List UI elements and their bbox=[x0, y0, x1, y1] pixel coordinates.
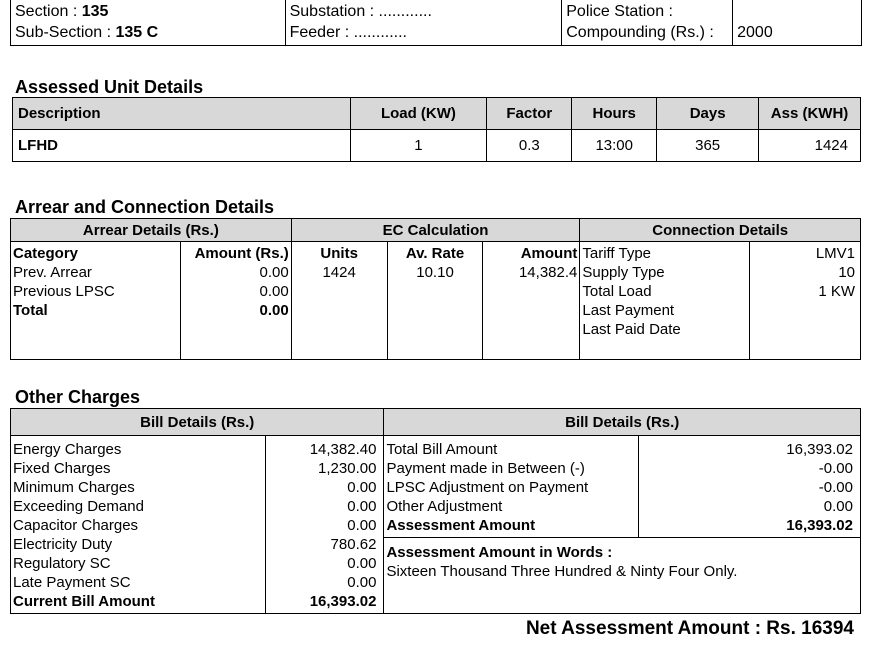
category-header: Category bbox=[13, 245, 79, 262]
connection-details-header: Connection Details bbox=[580, 219, 861, 242]
cell-description: LFHD bbox=[13, 130, 351, 162]
feeder-text: Feeder : ............ bbox=[289, 24, 407, 41]
assessment-amount-value: 16,393.02 bbox=[786, 517, 853, 534]
late-payment-sc-value: 0.00 bbox=[347, 574, 377, 591]
compounding-value-cell bbox=[733, 0, 862, 46]
right-bill-details-header: Bill Details (Rs.) bbox=[384, 409, 861, 436]
regulatory-sc-label: Regulatory SC bbox=[13, 555, 111, 572]
arrear-connection-table bbox=[10, 218, 861, 360]
conn-total-load: Total Load bbox=[582, 283, 652, 300]
conn-supply-value: 10 bbox=[838, 264, 855, 281]
connection-values-column bbox=[750, 242, 861, 360]
exceeding-demand-value: 0.00 bbox=[347, 498, 377, 515]
summary-labels-column bbox=[384, 436, 639, 538]
subsection-value: 135 C bbox=[115, 24, 159, 41]
minimum-charges-label: Minimum Charges bbox=[13, 479, 135, 496]
cell-days: 365 bbox=[657, 130, 759, 162]
units-value: 1424 bbox=[322, 264, 356, 281]
col-description: Description bbox=[13, 98, 351, 130]
ec-amount-column bbox=[483, 242, 580, 360]
payment-between-value: -0.00 bbox=[818, 460, 853, 477]
table-row bbox=[13, 130, 861, 162]
cell-factor: 0.3 bbox=[487, 130, 572, 162]
category-prev-arrear: Prev. Arrear bbox=[13, 264, 92, 281]
police-station-text: Police Station : bbox=[566, 3, 673, 20]
category-total: Total bbox=[13, 302, 48, 319]
compounding-label: Compounding (Rs.) : bbox=[566, 24, 714, 41]
assessed-title: Assessed Unit Details bbox=[15, 77, 204, 97]
units-header: Units bbox=[320, 245, 358, 262]
late-payment-sc-label: Late Payment SC bbox=[13, 574, 131, 591]
conn-tariff-value: LMV1 bbox=[815, 245, 855, 262]
lpsc-adjustment-label: LPSC Adjustment on Payment bbox=[386, 479, 589, 496]
arrear-title: Arrear and Connection Details bbox=[15, 197, 275, 217]
other-charges-table bbox=[10, 408, 861, 614]
ec-amount-header: Amount bbox=[520, 245, 578, 262]
exceeding-demand-label: Exceeding Demand bbox=[13, 498, 144, 515]
regulatory-sc-value: 0.00 bbox=[347, 555, 377, 572]
rate-value: 10.10 bbox=[416, 264, 454, 281]
compounding-value: 2000 bbox=[737, 24, 773, 41]
charges-values-column bbox=[265, 436, 384, 614]
amount-in-words-value: Sixteen Thousand Three Hundred & Ninty Four Only. bbox=[386, 563, 738, 580]
amount-total: 0.00 bbox=[259, 302, 289, 319]
col-load: Load (KW) bbox=[350, 98, 487, 130]
lpsc-adjustment-value: -0.00 bbox=[818, 479, 853, 496]
amount-prev-arrear: 0.00 bbox=[259, 264, 289, 281]
total-bill-amount-value: 16,393.02 bbox=[786, 441, 853, 458]
section-value: 135 bbox=[81, 3, 109, 20]
electricity-duty-value: 780.62 bbox=[330, 536, 377, 553]
substation-text: Substation : ............ bbox=[289, 3, 432, 20]
police-cell bbox=[562, 0, 733, 46]
left-bill-details-header: Bill Details (Rs.) bbox=[11, 409, 384, 436]
col-ass-kwh: Ass (KWH) bbox=[759, 98, 861, 130]
subsection-label: Sub-Section : bbox=[15, 24, 116, 41]
ec-calculation-header: EC Calculation bbox=[291, 219, 580, 242]
bill-header-table bbox=[10, 0, 862, 46]
capacitor-charges-value: 0.00 bbox=[347, 517, 377, 534]
charges-labels-column bbox=[11, 436, 266, 614]
other-adjustment-label: Other Adjustment bbox=[386, 498, 503, 515]
ec-amount-value: 14,382.4 bbox=[518, 264, 578, 281]
conn-tariff-type: Tariff Type bbox=[582, 245, 652, 262]
col-hours: Hours bbox=[572, 98, 657, 130]
cell-hours: 13:00 bbox=[572, 130, 657, 162]
other-adjustment-value: 0.00 bbox=[823, 498, 853, 515]
rate-column bbox=[387, 242, 483, 360]
current-bill-amount-value: 16,393.02 bbox=[309, 593, 377, 610]
fixed-charges-value: 1,230.00 bbox=[318, 460, 377, 477]
fixed-charges-label: Fixed Charges bbox=[13, 460, 111, 477]
col-days: Days bbox=[657, 98, 759, 130]
section-cell bbox=[11, 0, 286, 46]
amount-in-words-cell bbox=[384, 538, 861, 614]
cell-load: 1 bbox=[350, 130, 487, 162]
other-charges-title: Other Charges bbox=[15, 387, 141, 407]
amount-column bbox=[180, 242, 291, 360]
amount-header: Amount (Rs.) bbox=[194, 245, 289, 262]
energy-charges-value: 14,382.40 bbox=[309, 441, 377, 458]
conn-last-payment: Last Payment bbox=[582, 302, 675, 319]
connection-labels-column bbox=[580, 242, 750, 360]
amount-prev-lpsc: 0.00 bbox=[259, 283, 289, 300]
assessment-amount-label: Assessment Amount bbox=[386, 517, 536, 534]
cell-ass-kwh: 1424 bbox=[759, 130, 861, 162]
payment-between-label: Payment made in Between (-) bbox=[386, 460, 585, 477]
current-bill-amount-label: Current Bill Amount bbox=[13, 593, 155, 610]
total-bill-amount-label: Total Bill Amount bbox=[386, 441, 498, 458]
category-prev-lpsc: Previous LPSC bbox=[13, 283, 115, 300]
col-factor: Factor bbox=[487, 98, 572, 130]
category-column bbox=[11, 242, 181, 360]
conn-load-value: 1 KW bbox=[818, 283, 855, 300]
assessed-unit-table bbox=[12, 97, 861, 162]
substation-cell bbox=[285, 0, 562, 46]
energy-charges-label: Energy Charges bbox=[13, 441, 122, 458]
conn-last-paid-date: Last Paid Date bbox=[582, 321, 681, 338]
rate-header: Av. Rate bbox=[405, 245, 465, 262]
conn-supply-type: Supply Type bbox=[582, 264, 665, 281]
capacitor-charges-label: Capacitor Charges bbox=[13, 517, 139, 534]
summary-values-column bbox=[639, 436, 861, 538]
arrear-details-header: Arrear Details (Rs.) bbox=[11, 219, 292, 242]
units-column bbox=[291, 242, 387, 360]
amount-in-words-label: Assessment Amount in Words : bbox=[386, 544, 613, 561]
electricity-duty-label: Electricity Duty bbox=[13, 536, 113, 553]
minimum-charges-value: 0.00 bbox=[347, 479, 377, 496]
net-assessment-amount: Net Assessment Amount : Rs. 16394 bbox=[525, 618, 854, 639]
section-label: Section : bbox=[15, 3, 82, 20]
